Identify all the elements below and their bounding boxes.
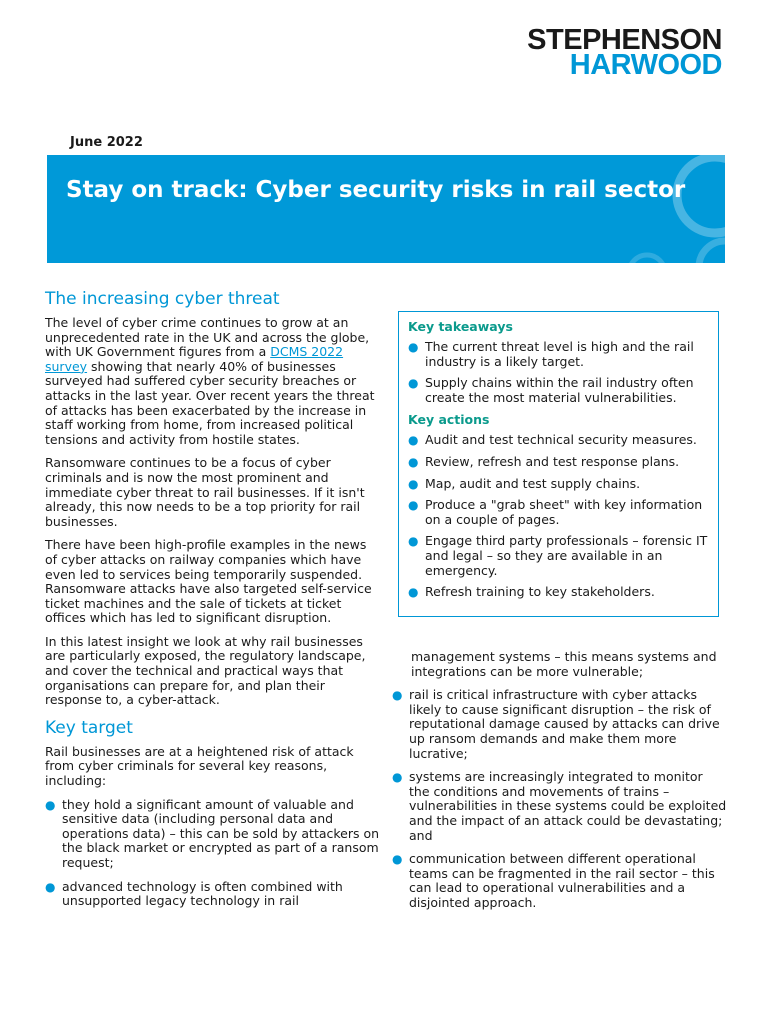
banner-circles-decoration <box>47 155 725 263</box>
key-takeaways-list <box>408 340 708 405</box>
bullet-icon: ● <box>408 476 419 491</box>
section-heading-key-target: Key target <box>45 717 133 738</box>
list-item: ● communication between different operational teams can be fragmented in the rail sector – this can lead to operational vulnerabilities and a disjointed approach. <box>392 851 715 910</box>
news-examples-paragraph: There have been high-profile examples in the news of cyber attacks on railway companies which have even led to services being temporarily suspended. Ransomware attacks have also targeted self-service ticket machines and the sale of tickets at ticket offices which has led to significant disruption. <box>45 537 372 626</box>
list-item-continuation: management systems – this means systems and integrations can be more vulnerable; <box>411 649 717 679</box>
title-banner <box>47 155 725 263</box>
key-points-box <box>398 311 719 617</box>
bullet-icon: ● <box>408 340 419 354</box>
bullet-icon: ● <box>408 433 419 448</box>
key-target-list-right <box>392 688 727 910</box>
bullet-icon: ● <box>408 585 419 600</box>
logo-line-2: HARWOOD <box>569 49 722 81</box>
section-heading-cyber-threat: The increasing cyber threat <box>45 289 280 309</box>
key-actions-list <box>408 433 708 599</box>
bullet-icon: ● <box>45 879 56 894</box>
list-item: ● advanced technology is often combined with unsupported legacy technology in rail <box>45 878 343 909</box>
list-item: ● Supply chains within the rail industry often create the most material vulnerabilities. <box>408 375 694 405</box>
key-takeaways-heading: Key takeaways <box>408 319 513 334</box>
list-item: ● Refresh training to key stakeholders. <box>408 584 655 600</box>
bullet-icon: ● <box>408 534 419 549</box>
list-item: ● The current threat level is high and the rail industry is a likely target. <box>408 339 694 369</box>
page-title: Stay on track: Cyber security risks in rail sector <box>66 177 686 203</box>
bullet-icon: ● <box>408 498 419 513</box>
insight-paragraph: In this latest insight we look at why rail businesses are particularly exposed, the regulatory landscape, and cover the technical and practical ways that organisations can prepare for, and plan their response to, a cyber-attack. <box>45 633 366 708</box>
bullet-icon: ● <box>392 852 403 867</box>
bullet-icon: ● <box>45 797 56 812</box>
logo-line-1: STEPHENSON <box>527 24 722 56</box>
bullet-icon: ● <box>408 454 419 469</box>
company-logo <box>527 24 722 81</box>
bullet-icon: ● <box>392 688 403 703</box>
left-column <box>45 288 380 918</box>
key-actions-heading: Key actions <box>408 412 490 428</box>
right-column <box>392 650 727 920</box>
list-item: ● rail is critical infrastructure with cyber attacks likely to cause significant disruption – the risk of reputational damage caused by attacks can drive up ransom demands and make them more lucrative; <box>392 687 720 761</box>
list-item: ● they hold a significant amount of valuable and sensitive data (including personal data and operations data) – this can be sold by attackers on the black market or encrypted as part of a ransom request; <box>45 796 380 870</box>
dcms-survey-link[interactable]: DCMS 2022 survey <box>45 344 344 374</box>
key-target-intro: Rail businesses are at a heightened risk of attack from cyber criminals for several key reasons, including: <box>45 743 354 789</box>
list-item: ● systems are increasingly integrated to monitor the conditions and movements of trains – vulnerabilities in these systems could be exploited and the impact of an attack could be devastating; and <box>392 769 727 843</box>
list-item: ● Produce a "grab sheet" with key information on a couple of pages. <box>408 497 703 527</box>
list-item: ● Audit and test technical security measures. <box>408 432 697 448</box>
list-item: ● Map, audit and test supply chains. <box>408 475 641 491</box>
list-item: ● Review, refresh and test response plans. <box>408 453 680 469</box>
key-target-list-left <box>45 798 380 909</box>
publication-date: June 2022 <box>70 135 143 150</box>
ransomware-paragraph: Ransomware continues to be a focus of cyber criminals and is now the most prominent and immediate cyber threat to rail businesses. If it isn't already, this now needs to be a top priority for rail businesses. <box>45 455 365 529</box>
bullet-icon: ● <box>392 770 403 785</box>
bullet-icon: ● <box>408 376 419 391</box>
list-item: ● Engage third party professionals – forensic IT and legal – so they are available in an emergency. <box>408 533 708 578</box>
intro-paragraph: The level of cyber crime continues to grow at an unprecedented rate in the UK and across the globe, with UK Government figures from a DCMS 2022 survey showing that nearly 40% of businesses surveyed had suffered cyber security breaches or attacks in the last year. Over recent years the threat of attacks has been exacerbated by the increase in staff working from home, from increased political tensions and activity from hostile states. <box>45 315 375 447</box>
